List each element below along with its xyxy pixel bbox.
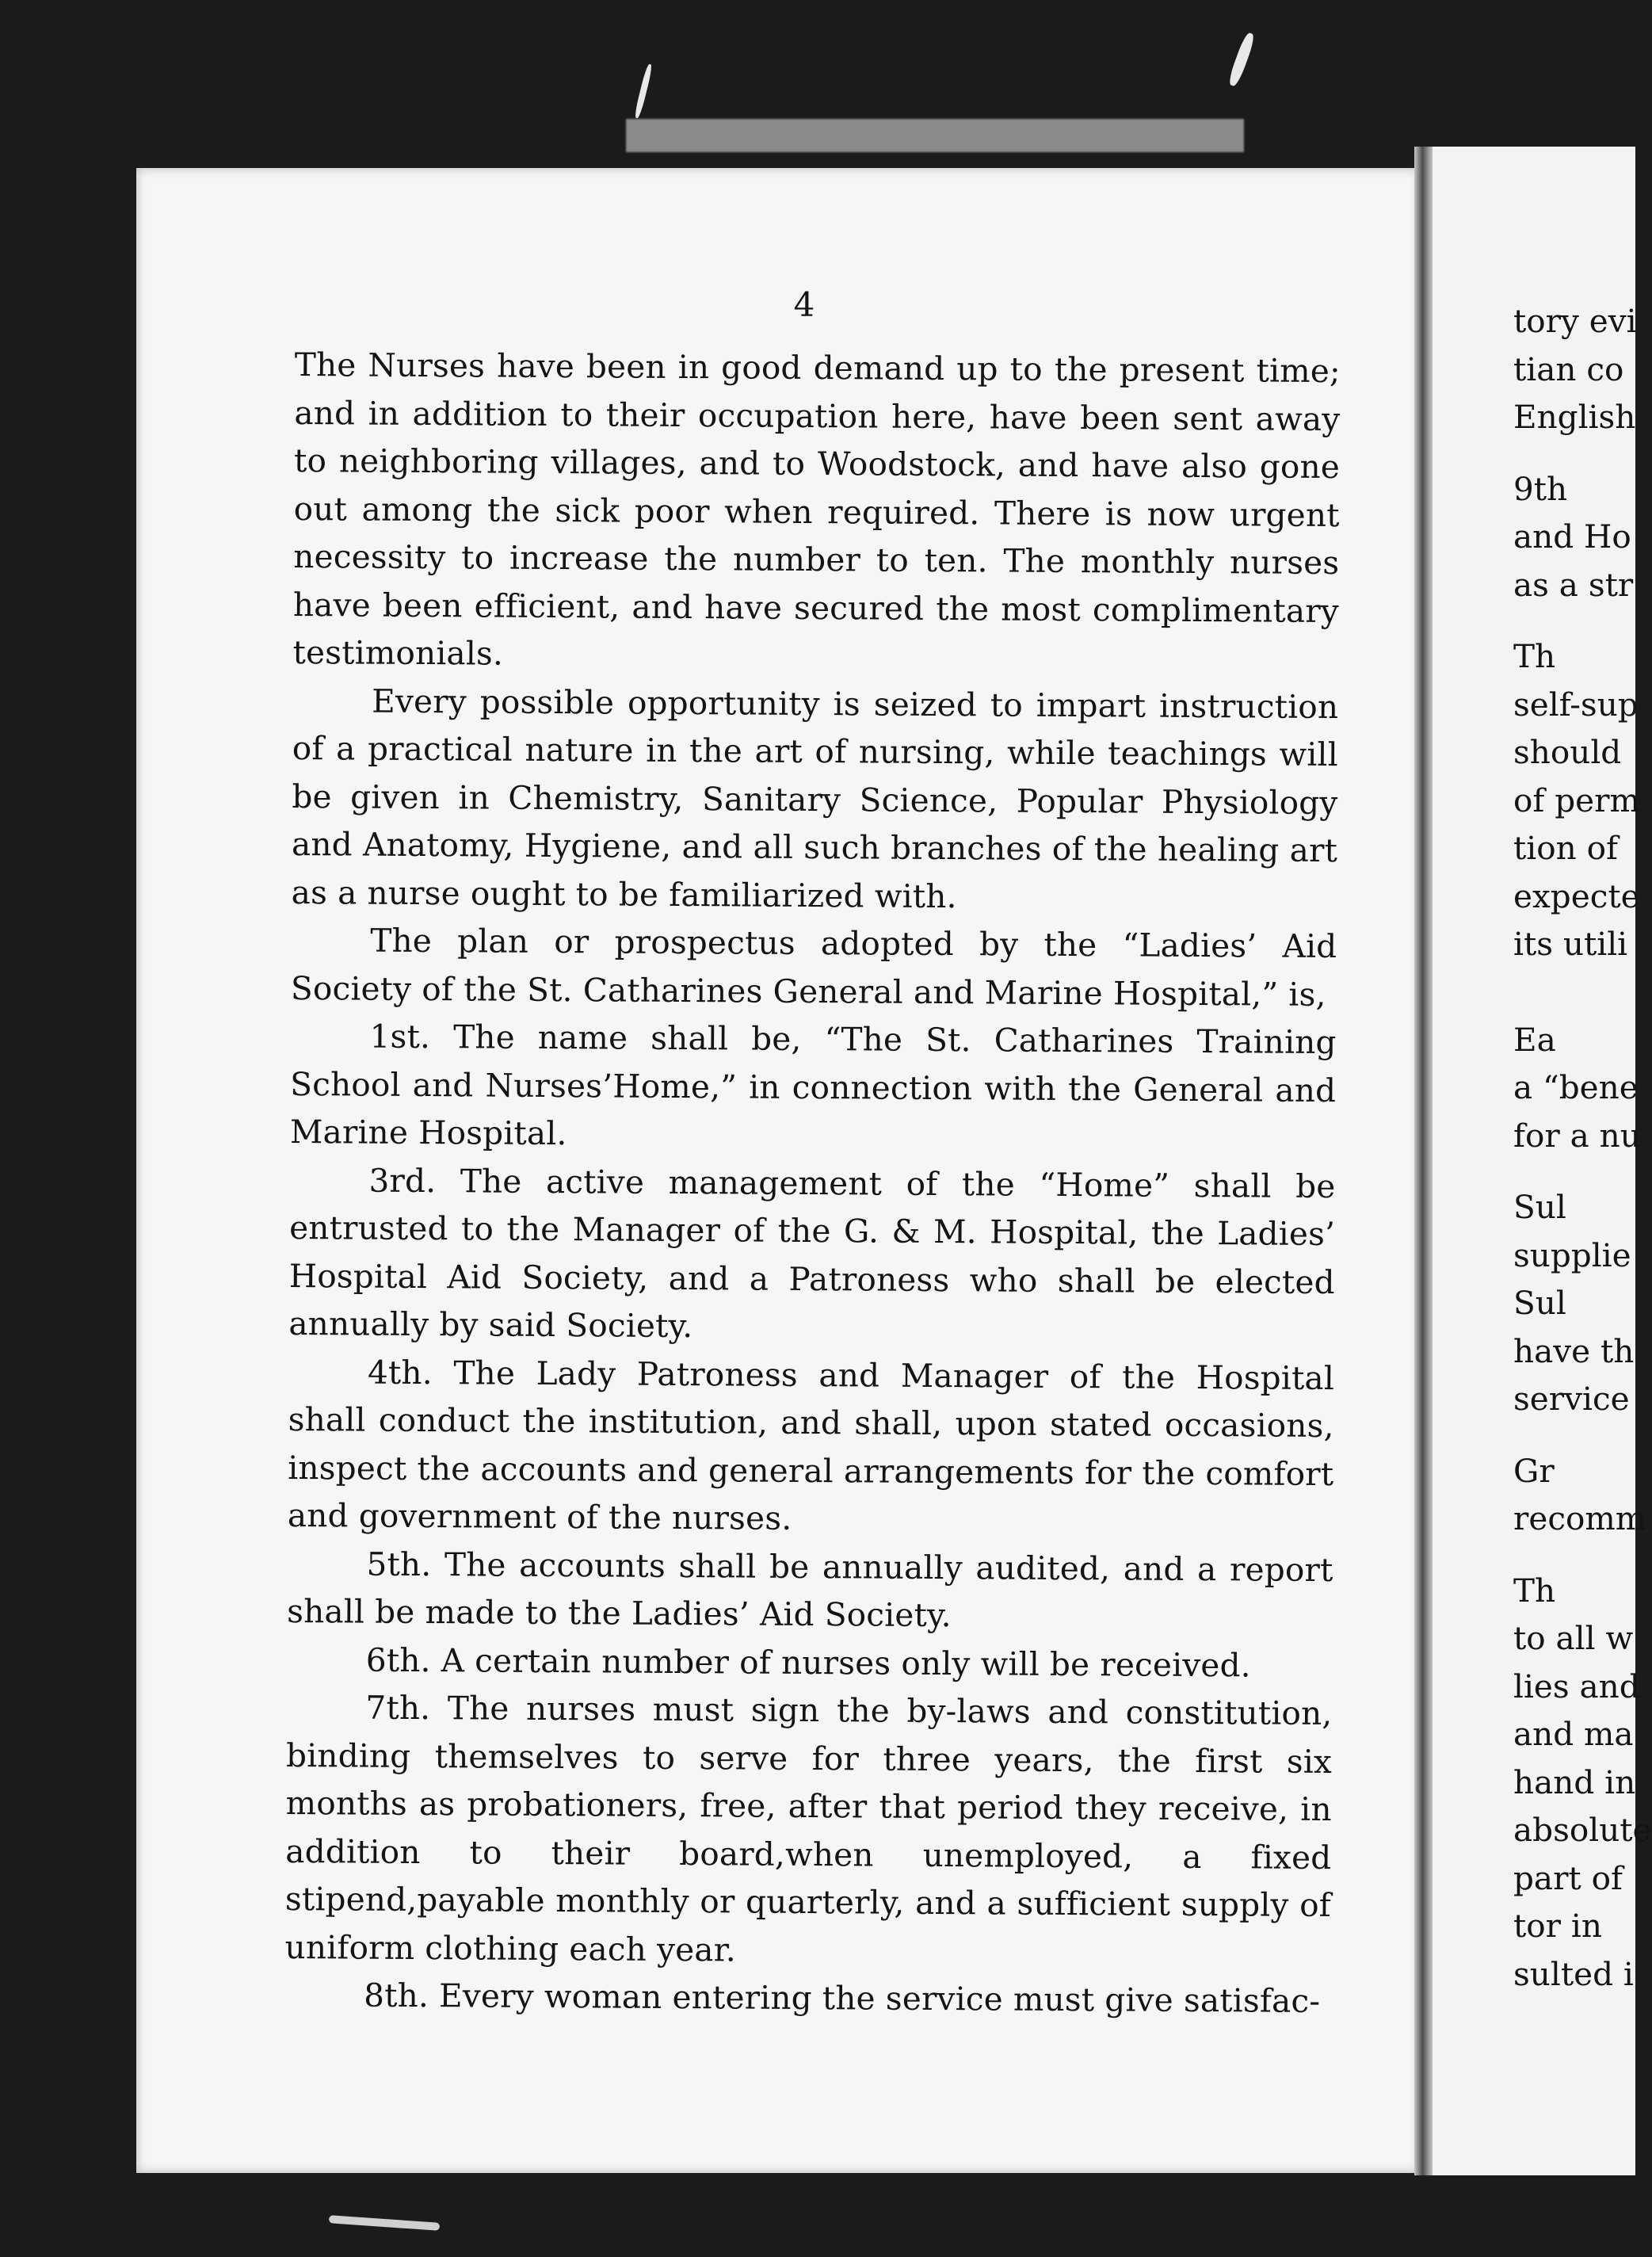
paragraph: Every possible opportunity is seized to impart instruction of a practical nature in the art of nursing, while teachings will be given in Chemistry, Sanitary Science, Popular Physiology and Anatomy, Hygiene, and all such branches of the healing art as a nurse ought to be familiarized with. [291,682,1339,915]
right-page-line: should [1513,733,1622,771]
right-page-line: hand in [1513,1762,1636,1801]
right-page-line: and ma [1513,1715,1634,1753]
right-page-line: Th [1513,1571,1556,1610]
right-page-line: Sul [1513,1188,1566,1226]
paragraph: 6th. A certain number of nurses only will be received. [365,1640,1251,1684]
paragraph: The Nurses have been in good demand up to the present time; and in addition to their occupation here, have been sent away to neighboring villages, and to Woodstock, and have also gone out among the sick poor when required. There is now urgent necessity to increase the number to ten. The monthly nurses have been efficient, and have secured the most complimentary testimonials. [292,345,1341,673]
right-page-line [1513,1423,1652,1447]
right-page-line [1513,609,1652,632]
right-page-line [1513,1543,1652,1567]
right-page-line: Sul [1513,1284,1566,1322]
right-page-line [1513,968,1652,992]
paragraph: 7th. The nurses must sign the by-laws and constitution, binding themselves to serve for three years, the first six months as probationers, free, after that period they receive, in addition to their board,when unemployed, a fixed stipend,payable monthly or quarterly, and a sufficient supply of uniform clothing each year. [284,1688,1333,1969]
right-page-line: 9th [1513,469,1568,508]
right-page-line: service [1513,1380,1630,1418]
right-page-line: for a nu [1513,1116,1641,1155]
right-page-line [1513,441,1652,465]
right-page-line: expecte [1513,876,1640,915]
paragraph: 1st. The name shall be, “The St. Catharines Training School and Nurses’Home,” in connection with the General and Marine Hospital. [289,1017,1337,1153]
page-number: 4 [793,285,815,324]
right-page-line: as a str [1513,565,1634,604]
scan-edge-shadow [626,119,1244,152]
paragraph: 8th. Every woman entering the service must give satisfac- [364,1976,1321,2020]
paragraph: 4th. The Lady Patroness and Manager of the Hospital shall conduct the institution, and shall, upon stated occasions, inspect the accounts and general arrangements for the comfort and government of the nurses. [287,1353,1335,1537]
right-page-line: recomm [1513,1499,1646,1537]
right-page-line: tory evi [1513,302,1637,340]
right-page-line: of perm [1513,781,1640,819]
right-page-line: and Ho [1513,517,1631,556]
right-page-line: self-sup [1513,685,1639,724]
right-page-text [1513,297,1652,1998]
right-page-line: absolute [1513,1811,1652,1849]
film-mark [634,63,654,119]
right-page-line: have th [1513,1331,1635,1370]
paragraph: 5th. The accounts shall be annually audited, and a report shall be made to the Ladies’ Aid Society. [287,1545,1333,1635]
paragraph: 3rd. The active management of the “Home” shall be entrusted to the Manager of the G. & M. Hospital, the Ladies’ Hospital Aid Society, and a Patroness who shall be elected annually by said Society. [288,1161,1336,1346]
right-page-line: Ea [1513,1020,1556,1059]
right-page-line: tor in [1513,1907,1602,1945]
right-page-line: Th [1513,637,1556,675]
right-page-line: a “bene [1513,1068,1639,1106]
film-mark [1227,32,1256,88]
right-page-line [1513,1159,1652,1183]
paragraph: The plan or prospectus adopted by the “Ladies’ Aid Society of the St. Catharines General and Marine Hospital,” is, [290,921,1337,1014]
right-page-line: its utili [1513,925,1628,963]
right-page-line: part of [1513,1858,1623,1897]
right-page-line: sulted i [1513,1954,1634,1993]
right-page-line: tion of [1513,829,1618,867]
film-scratch [329,2215,440,2231]
right-page-line: tian co [1513,349,1624,388]
page-body-text [284,341,1341,2026]
right-page-line: supplie [1513,1235,1631,1274]
right-page-line: to all w [1513,1619,1634,1657]
right-page-line [1513,992,1652,1016]
right-page-line: Gr [1513,1451,1555,1490]
right-page-line: lies and [1513,1667,1640,1705]
right-page-line: English [1513,398,1636,436]
